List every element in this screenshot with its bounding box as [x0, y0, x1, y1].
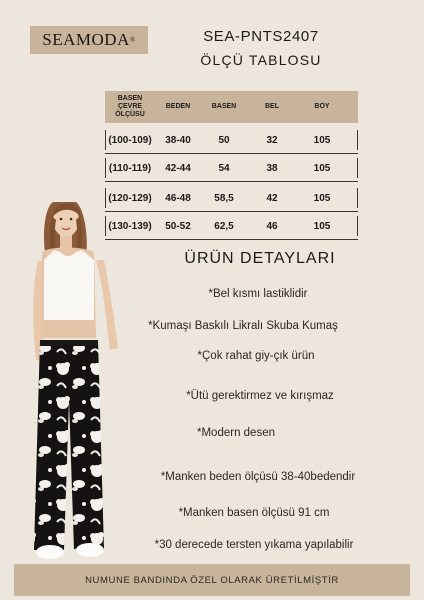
header-waist: BEL: [265, 103, 279, 110]
table-row: [105, 127, 358, 154]
cell-waist: 46: [266, 220, 278, 232]
cell-hip: 62,5: [214, 220, 234, 232]
logo-text: SEAMODA: [42, 30, 130, 49]
cell-size: 50-52: [165, 220, 191, 232]
size-table: [105, 91, 358, 246]
table-row: [105, 155, 358, 182]
header-length: BOY: [314, 103, 330, 110]
header-hip: BASEN: [211, 103, 237, 110]
model-photo: [20, 190, 135, 562]
product-details-title: ÜRÜN DETAYLARI: [184, 250, 336, 267]
cell-waist: 32: [266, 134, 278, 146]
brand-logo: [30, 26, 148, 54]
cell-length: 105: [313, 162, 331, 174]
cell-hip: 50: [218, 134, 230, 146]
detail-item: *Kumaşı Baskılı Likralı Skuba Kumaş: [148, 320, 338, 332]
detail-item: *Modern desen: [197, 427, 275, 439]
detail-item: *Manken beden ölçüsü 38-40bedendir: [160, 471, 356, 483]
footer-band: [14, 564, 410, 596]
cell-length: 105: [313, 134, 331, 146]
cell-length: 105: [313, 192, 331, 204]
detail-item: *Manken basen ölçüsü 91 cm: [178, 507, 330, 519]
cell-waist: 38: [266, 162, 278, 174]
detail-item: *30 derecede tersten yıkama yapılabilir: [154, 539, 354, 551]
footer-text: NUMUNE BANDINDA ÖZEL OLARAK ÜRETİLMİŞTİR: [85, 574, 339, 586]
cell-hip-range: (100-109): [108, 134, 152, 146]
table-row: [105, 185, 358, 212]
cell-length: 105: [313, 220, 331, 232]
cell-size: 38-40: [165, 134, 191, 146]
header-hip-circumference: BASEN ÇEVRE ÖLÇÜSÜ: [115, 95, 145, 118]
cell-size: 46-48: [165, 192, 191, 204]
cell-hip-range: (120-129): [108, 192, 152, 204]
registered-mark: ®: [129, 36, 136, 44]
size-table-body: [105, 123, 358, 246]
size-table-header: [105, 91, 358, 123]
header-size: BEDEN: [165, 103, 191, 110]
cell-hip-range: (110-119): [108, 162, 152, 174]
cell-hip-range: (130-139): [108, 220, 152, 232]
detail-item: *Bel kısmı lastiklidir: [208, 288, 308, 300]
cell-hip: 54: [218, 162, 230, 174]
detail-item: *Ütü gerektirmez ve kırışmaz: [186, 390, 334, 402]
detail-item: *Çok rahat giy-çık ürün: [197, 350, 315, 362]
size-chart-title: ÖLÇÜ TABLOSU: [200, 52, 322, 68]
cell-hip: 58,5: [214, 192, 234, 204]
cell-size: 42-44: [165, 162, 191, 174]
product-code: SEA-PNTS2407: [203, 28, 319, 45]
cell-waist: 42: [266, 192, 278, 204]
table-row: [105, 213, 358, 240]
